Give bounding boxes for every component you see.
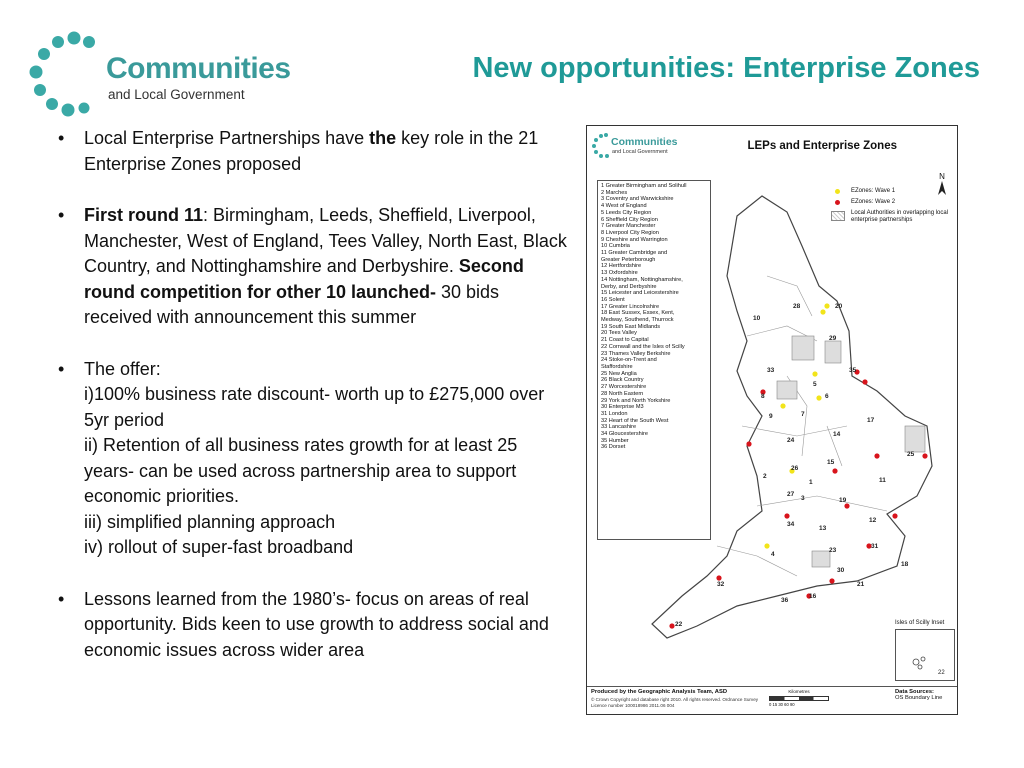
region-label: 14: [833, 431, 841, 438]
region-label: 7: [801, 411, 805, 418]
map-logo-subtitle: and Local Government: [612, 149, 668, 155]
region-label: 21: [857, 581, 865, 588]
lep-key-item: 16 Solent: [601, 296, 625, 303]
lep-key-item: 24 Stoke-on-Trent and: [601, 357, 657, 364]
region-label: 20: [835, 303, 843, 310]
logo-dots-icon: [28, 30, 108, 120]
lep-key-item: 28 North Eastern: [601, 390, 644, 397]
region-label: 29: [829, 335, 837, 342]
bullet-lessons-learned: • Lessons learned from the 1980’s- focus on areas of real opportunity. Bids keen to use growth to address social and economic issues across wider area: [58, 587, 570, 664]
legend-overlap: Local Authorities in overlapping local enterprise partnerships: [823, 210, 953, 236]
lep-key-item: 29 York and North Yorkshire: [601, 397, 671, 404]
region-label: 11: [879, 477, 886, 484]
lep-key-item: 32 Heart of the South West: [601, 417, 669, 424]
region-label: 12: [869, 517, 877, 524]
lep-key-item: 34 Gloucestershire: [601, 431, 648, 438]
region-label: 30: [837, 567, 845, 574]
region-label: 4: [771, 551, 775, 558]
region-label: 6: [825, 393, 829, 400]
lep-key-item: 14 Nottingham, Nottinghamshire,: [601, 276, 683, 283]
region-label: 23: [829, 547, 837, 554]
map-title: LEPs and Enterprise Zones: [747, 140, 897, 152]
scilly-inset: [895, 629, 955, 681]
communities-logo: [28, 30, 291, 120]
map-logo-wordmark: Communities: [611, 136, 678, 148]
bullet-first-round: • First round 11: Birmingham, Leeds, Sheffield, Liverpool, Manchester, West of England, Tees Valley, North East, Black Country, and Nottinghamshire and Derbyshire. Second round competition for other 10 launched- 30 bids received with announcement this summer: [58, 203, 570, 331]
lep-key-item: 9 Cheshire and Warrington: [601, 236, 668, 243]
region-label: 19: [839, 497, 847, 504]
region-label: 18: [901, 561, 909, 568]
lep-key-item: 1 Greater Birmingham and Solihull: [601, 183, 687, 189]
lep-key-item: 31 London: [601, 410, 628, 417]
region-label: 32: [717, 581, 725, 588]
region-label: 36: [781, 597, 789, 604]
lep-enterprise-zones-map: [586, 125, 958, 715]
region-label: 16: [809, 593, 817, 600]
lep-key-item: 5 Leeds City Region: [601, 209, 652, 216]
lep-key-item: Derby, and Derbyshire: [601, 283, 657, 290]
map-legend: [823, 188, 953, 236]
region-label: 10: [753, 315, 761, 322]
lep-key-item: 12 Hertfordshire: [601, 263, 642, 270]
lep-key-item: 22 Cornwall and the Isles of Scilly: [601, 343, 685, 350]
region-label: 26: [791, 465, 799, 472]
lep-key-item: 10 Cumbria: [601, 243, 630, 250]
region-label: 13: [819, 525, 827, 532]
lep-key-item: 35 Humber: [601, 437, 629, 444]
lep-key-item: 21 Coast to Capital: [601, 337, 649, 344]
lep-key-item: Medway, Southend, Thurrock: [601, 317, 674, 324]
north-arrow: N: [938, 172, 946, 197]
lep-key-item: 33 Lancashire: [601, 424, 637, 431]
region-label: 3: [801, 495, 805, 502]
lep-key-item: 4 West of England: [601, 203, 647, 210]
region-label: 34: [787, 521, 795, 528]
region-label: 8: [761, 393, 765, 400]
region-label: 17: [867, 417, 875, 424]
lep-key-item: 6 Sheffield City Region: [601, 216, 658, 223]
hatch-pattern-icon: [831, 211, 845, 221]
region-label: 22: [675, 621, 683, 628]
map-footer: [587, 686, 957, 715]
legend-wave1: EZones: Wave 1: [823, 188, 953, 199]
slide-title: New opportunities: Enterprise Zones: [472, 52, 980, 84]
lep-key-item: 26 Black Country: [601, 377, 644, 384]
north-arrow-icon: [938, 181, 946, 195]
region-label: 33: [767, 367, 775, 374]
data-sources: Data Sources: OS Boundary Line: [895, 689, 943, 701]
lep-key-item: 8 Liverpool City Region: [601, 229, 659, 236]
lep-key-item: 7 Greater Manchester: [601, 223, 656, 230]
produced-by: Produced by the Geographic Analysis Team, ASD: [591, 689, 728, 695]
lep-key-item: 30 Enterprise M3: [601, 404, 644, 411]
region-label: 15: [827, 459, 835, 466]
lep-key-item: 25 New Anglia: [601, 370, 637, 377]
logo-wordmark: Communities: [106, 52, 291, 85]
region-label: 35: [849, 367, 857, 374]
legend-wave2: EZones: Wave 2: [823, 199, 953, 210]
region-label: 28: [793, 303, 801, 310]
lep-key-item: 15 Leicester and Leicestershire: [601, 290, 679, 297]
lep-key-item: Staffordshire: [601, 363, 633, 370]
region-label: 31: [871, 543, 879, 550]
lep-key-item: 36 Dorset: [601, 444, 626, 451]
region-label: 2: [763, 473, 767, 480]
lep-key-item: 17 Greater Lincolnshire: [601, 303, 660, 310]
region-label: 24: [787, 437, 795, 444]
bullet-the-offer: • The offer: i)100% business rate discount- worth up to £275,000 over 5yr period ii) Retention of all business rates growth for at least 25 years- can be used across partnership area to support economic priorities. iii) simplified planning approach iv) rollout of super-fast broadband: [58, 357, 570, 561]
scilly-islands-icon: [896, 630, 954, 680]
lep-key-item: 20 Tees Valley: [601, 330, 637, 337]
bullet-list: [58, 126, 570, 689]
lep-key-item: Greater Peterborough: [601, 256, 656, 263]
lep-key-item: 18 East Sussex, Essex, Kent,: [601, 310, 675, 317]
lep-key-item: 13 Oxfordshire: [601, 270, 638, 277]
scale-bar: Kilometres 0 15 30 60 90: [769, 689, 829, 707]
lep-key-item: 2 Marches: [601, 189, 628, 196]
lep-key-item: 27 Worcestershire: [601, 384, 647, 391]
region-label: 1: [809, 479, 813, 486]
svg-text:22: 22: [938, 670, 945, 676]
copyright-text: © Crown Copyright and database right 2010. All rights reserved. Ordnance Survey Licence number 100018986 2011.06 004: [591, 697, 759, 708]
lep-key-item: 23 Thames Valley Berkshire: [601, 350, 671, 357]
yellow-dot-icon: [835, 189, 840, 194]
bullet-lep-role: • Local Enterprise Partnerships have the key role in the 21 Enterprise Zones proposed: [58, 126, 570, 177]
lep-key-item: 3 Coventry and Warwickshire: [601, 196, 674, 203]
region-label: 5: [813, 381, 817, 388]
lep-key-list: [597, 180, 711, 540]
logo-subtitle: and Local Government: [108, 87, 245, 102]
scilly-inset-label: Isles of Scilly Inset: [895, 620, 945, 626]
region-label: 27: [787, 491, 795, 498]
region-label: 25: [907, 451, 915, 458]
scale-bar-graphic: [769, 696, 829, 701]
lep-key-item: 19 South East Midlands: [601, 323, 661, 330]
red-dot-icon: [835, 200, 840, 205]
region-label: 9: [769, 413, 773, 420]
lep-key-item: 11 Greater Cambridge and: [601, 250, 668, 257]
